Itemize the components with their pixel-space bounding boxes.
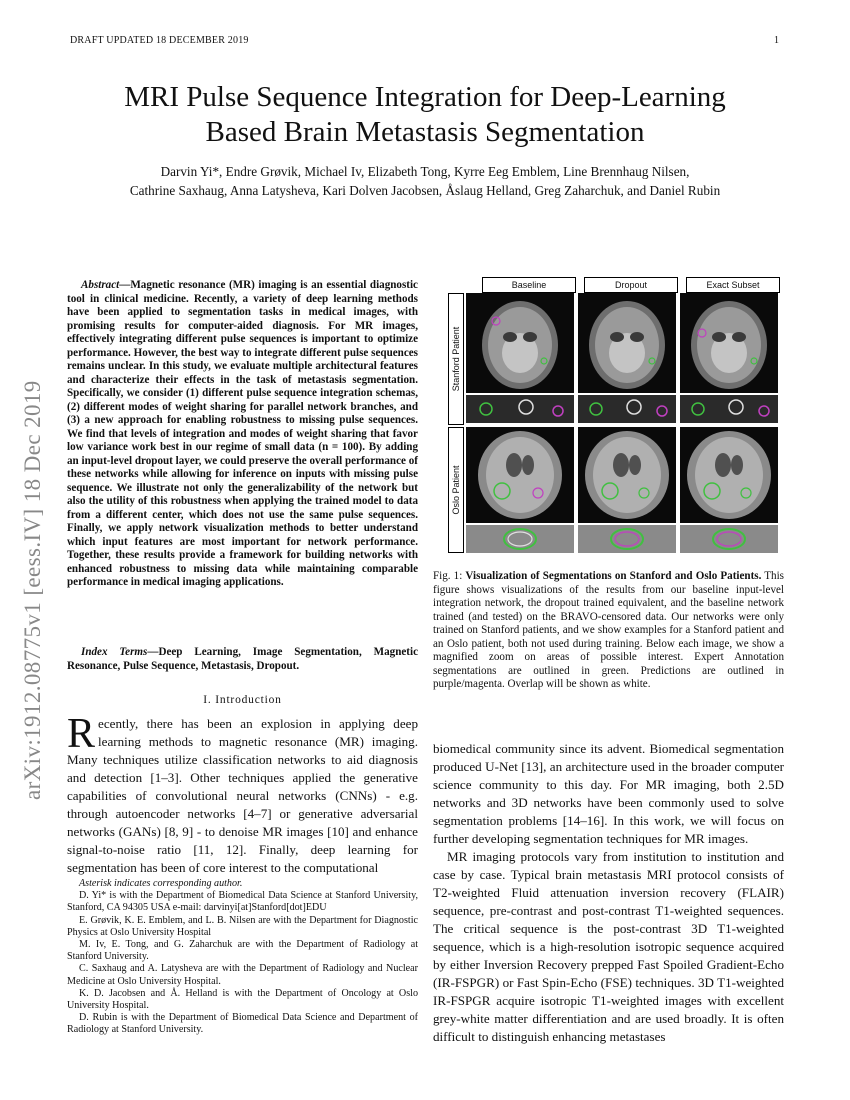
paragraph: MR imaging protocols vary from institution to institution and case by case. Typical brain metastasis MRI protocol consists of T2-weighted Fluid attenuation inversion recovery (FLAIR) sequence, pre-contrast and post-contrast T1-weighted sequences. The critical sequence is the post-contrast 3D T1-weighted sequence, which is a high-resolution isotropic sequence acquired by either Inversion Recovery prepped Fast Spoiled Gradient-Echo (IR-FSPGR) or Fast Spin-Echo (FSE) techniques. 3D T1-weighted IR-FSPGR acquire isotropic T1-weighted images with excellent grey-white matter differentiation and are used broadly. It is often difficult to distinguish enhancing metastases [433, 849, 784, 1044]
column-label-exact-subset: Exact Subset [686, 277, 780, 293]
page-number: 1 [774, 35, 779, 46]
footnote: D. Yi* is with the Department of Biomedical Data Science at Stanford University, Stanford, CA 94305 USA e-mail: darvinyi[at]Stanford[dot]EDU [67, 890, 418, 914]
introduction-body [67, 711, 418, 877]
brain-image [466, 293, 574, 393]
footnote: K. D. Jacobsen and Å. Helland is with the Department of Oncology at Oslo University Hospital. [67, 987, 418, 1012]
index-terms [67, 646, 418, 673]
zoom-stanford-exact-subset [680, 395, 778, 423]
title-line-1: MRI Pulse Sequence Integration for Deep-Learning [124, 81, 726, 113]
brain-image [578, 293, 676, 393]
row-label-oslo [448, 427, 464, 553]
row-label-oslo-text: Oslo Patient [451, 465, 461, 515]
zoom-image [466, 525, 574, 553]
abstract-label: Abstract [81, 279, 120, 291]
figure-1 [448, 277, 778, 571]
arxiv-sidebar [20, 380, 60, 840]
abstract-text: —Magnetic resonance (MR) imaging is an essential diagnostic tool in clinical medicine. Recently, a variety of deep learning methods have been applied to segmentation tasks in medical images, with promising results for computer-aided diagnosis. For MR images, effectively integrating different pulse sequences is important to optimize performance. However, the best way to integrate different pulse sequences remains unclear. In this study, we evaluate multiple architectural features and characterize their effects in the task of metastasis segmentation. Specifically, we consider (1) different pulse sequence integration schemas, (2) different modes of weight sharing for parallel network branches, and (3) a new approach for enabling robustness to missing pulse sequences. We find that levels of integration and modes of weight sharing that favor low variance work best in our regime of small data (n = 100). By adding an input-level dropout layer, we could preserve the overall performance of these networks while allowing for inference on inputs with missing pulse sequence. We illustrate not only the generalizability of the network but also the utility of this robustness when applying the trained model to data from a different center, which does not use the same pulse sequences. Finally, we apply network visualization methods to better understand which input features are most important for network performance. Together, these results provide a framework for building networks with enhanced robustness to missing data while maintaining comparable performance in medical imaging applications. [67, 279, 418, 588]
figure-caption [433, 570, 784, 692]
zoom-image [466, 395, 574, 423]
running-header: DRAFT UPDATED 18 DECEMBER 2019 [70, 35, 249, 46]
drop-cap: R [67, 711, 96, 757]
mri-panel-oslo-dropout [578, 427, 676, 523]
mri-panel-stanford-dropout [578, 293, 676, 393]
zoom-oslo-exact-subset [680, 525, 778, 553]
footnote: D. Rubin is with the Department of Biomedical Data Science and Department of Radiology at Stanford University. [67, 1012, 418, 1036]
column-label-dropout: Dropout [584, 277, 678, 293]
footnotes [67, 878, 418, 1037]
mri-panel-stanford-baseline [466, 293, 574, 393]
paper-title [40, 80, 810, 150]
zoom-oslo-baseline [466, 525, 574, 553]
row-label-stanford [448, 293, 464, 425]
zoom-image [578, 395, 676, 423]
zoom-oslo-dropout [578, 525, 676, 553]
column-label-baseline: Baseline [482, 277, 576, 293]
zoom-image [680, 525, 778, 553]
introduction-text: ecently, there has been an explosion in applying deep learning methods to magnetic resonance (MR) imaging. Many techniques utilize classification networks to aid diagnosis and detection [1–3]. Other techniques applied the generative capabilities of convolutional neural networks (CNNs) - e.g. through autoencoder networks [4–7] or generative adversarial networks (GANs) [8, 9] - to denoise MR images [10] and enhance signal-to-noise ratio [11, 12]. Finally, deep learning for segmentation has been of core interest to the computational [67, 716, 418, 875]
section-heading-introduction: I. Introduction [203, 694, 282, 706]
title-line-2: Based Brain Metastasis Segmentation [205, 116, 645, 148]
caption-label: Fig. 1: [433, 570, 463, 582]
caption-title: Visualization of Segmentations on Stanford and Oslo Patients. [465, 570, 762, 582]
index-terms-text: —Deep Learning, Image Segmentation, Magnetic Resonance, Pulse Sequence, Metastasis, Dropout. [67, 646, 418, 672]
authors-line-2: Cathrine Saxhaug, Anna Latysheva, Kari Dolven Jacobsen, Åslaug Helland, Greg Zaharchuk, and Daniel Rubin [129, 183, 721, 198]
brain-image [680, 427, 778, 523]
index-terms-label: Index Terms [81, 646, 148, 658]
footnote: C. Saxhaug and A. Latysheva are with the Department of Radiology and Nuclear Medicine at Oslo University Hospital. [67, 963, 418, 987]
brain-image [466, 427, 574, 523]
paragraph: biomedical community since its advent. Biomedical segmentation produced U-Net [13], an architecture used in the broader computer science community to this day. For MR imaging, both 2.5D networks and 3D networks have been commonly used to solve segmentation problems [14–16]. In this work, we will focus on further developing segmentation techniques for MR images. [433, 741, 784, 846]
arxiv-identifier: arXiv:1912.08775v1 [eess.IV] 18 Dec 2019 [20, 380, 45, 800]
zoom-image [680, 395, 778, 423]
brain-image [680, 293, 778, 393]
brain-image [578, 427, 676, 523]
footnote: E. Grøvik, K. E. Emblem, and L. B. Nilsen are with the Department for Diagnostic Physics at Oslo University Hospital [67, 914, 418, 938]
abstract [67, 279, 418, 590]
mri-panel-oslo-exact-subset [680, 427, 778, 523]
row-label-stanford-text: Stanford Patient [451, 326, 461, 392]
author-list [50, 162, 800, 200]
zoom-stanford-baseline [466, 395, 574, 423]
mri-panel-oslo-baseline [466, 427, 574, 523]
right-column-body [433, 740, 784, 1046]
authors-line-1: Darvin Yi*, Endre Grøvik, Michael Iv, Elizabeth Tong, Kyrre Eeg Emblem, Line Brennhaug Nilsen, [160, 164, 690, 179]
mri-panel-stanford-exact-subset [680, 293, 778, 393]
zoom-stanford-dropout [578, 395, 676, 423]
zoom-image [578, 525, 676, 553]
footnote: M. Iv, E. Tong, and G. Zaharchuk are with the Department of Radiology at Stanford University. [67, 939, 418, 963]
caption-text: This figure shows visualizations of the results from our baseline input-level integration network, the dropout trained equivalent, and the baseline network trained (and tested) on the BRAVO-censored data. Our networks were only trained on Stanford patients, and we show examples for a Stanford patient and an Oslo patient, both not used during training. Below each image, we show a magnified zoom on areas of possible interest. Expert Annotation segmentations are outlined in green. Predictions are outlined in purple/magenta. Overlap will be shown as white. [433, 570, 784, 690]
footnote: Asterisk indicates corresponding author. [79, 878, 243, 889]
